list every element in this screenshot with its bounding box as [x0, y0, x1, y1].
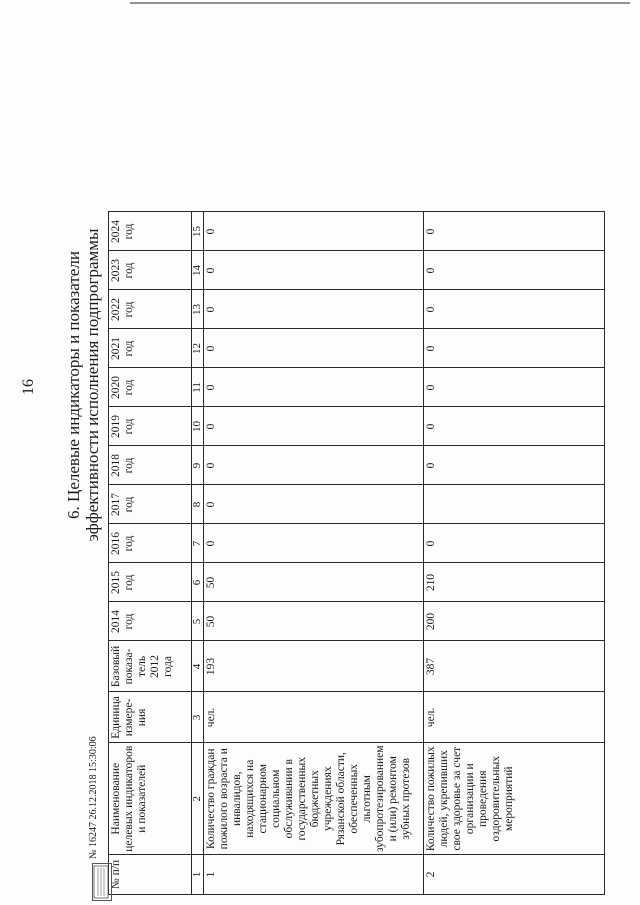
row-year-value: 0 [424, 407, 605, 446]
row-year-value: 0 [424, 290, 605, 329]
column-number: 6 [192, 563, 204, 602]
row-year-value: 0 [424, 368, 605, 407]
scan-edge-line [130, 2, 630, 4]
row-year-value: 0 [424, 524, 605, 563]
row-indicator-name: Количество граждан пожилого возраста и инвалидов, находящихся на стационарном социальном обслуживании в государственных бюджетных учреждениях Рязанской области, обеспеченных льготным зубопротезированием и (или) ремонтом зубных протезов [204, 743, 424, 855]
row-year-value: 0 [424, 212, 605, 251]
row-year-value: 0 [424, 329, 605, 368]
column-number: 11 [192, 368, 204, 407]
footer-rotated [88, 736, 640, 905]
row-year-value [424, 485, 605, 524]
header-num: № п/п [109, 855, 192, 895]
row-year-value: 0 [204, 485, 424, 524]
stamp-icon [93, 865, 109, 899]
row-base-value: 387 [424, 641, 605, 692]
column-number: 9 [192, 446, 204, 485]
row-year-value: 50 [204, 602, 424, 641]
header-year: 2021 год [109, 329, 192, 368]
column-number: 8 [192, 485, 204, 524]
header-year: 2018 год [109, 446, 192, 485]
row-year-value: 0 [424, 446, 605, 485]
registration-stamp [92, 863, 112, 901]
row-unit: чел. [204, 692, 424, 743]
row-unit: чел. [424, 692, 605, 743]
row-year-value: 0 [204, 446, 424, 485]
section-title-line-1: 6. Целевые индикаторы и показатели [64, 251, 83, 519]
column-number: 3 [192, 692, 204, 743]
row-base-value: 193 [204, 641, 424, 692]
row-year-value: 0 [204, 524, 424, 563]
column-number: 4 [192, 641, 204, 692]
header-name: Наименование целевых индикаторов и показателей [109, 743, 192, 855]
page-number: 16 [20, 379, 37, 395]
row-year-value: 0 [204, 329, 424, 368]
header-year: 2017 год [109, 485, 192, 524]
row-year-value: 0 [204, 212, 424, 251]
registration-number: № 16247 26.12.2018 15:30:06 [88, 736, 99, 859]
row-year-value: 0 [424, 251, 605, 290]
row-year-value: 0 [204, 290, 424, 329]
row-year-value: 50 [204, 563, 424, 602]
row-year-value: 210 [424, 563, 605, 602]
section-title-line-2: эффективности исполнения подпрограммы [83, 228, 102, 542]
column-number: 2 [192, 743, 204, 855]
row-year-value: 0 [204, 251, 424, 290]
row-num: 2 [424, 855, 605, 895]
header-year: 2020 год [109, 368, 192, 407]
column-number: 12 [192, 329, 204, 368]
row-indicator-name: Количество пожилых людей, укрепивших свое здоровье за счет организации и проведения оздоровительных мероприятий [424, 743, 605, 855]
header-year: 2019 год [109, 407, 192, 446]
column-number: 7 [192, 524, 204, 563]
header-year: 2023 год [109, 251, 192, 290]
column-number: 1 [192, 855, 204, 895]
section-title [64, 105, 102, 665]
header-year: 2014 год [109, 602, 192, 641]
row-year-value: 200 [424, 602, 605, 641]
header-year: 2022 год [109, 290, 192, 329]
header-year: 2016 год [109, 524, 192, 563]
column-number: 15 [192, 212, 204, 251]
column-number: 10 [192, 407, 204, 446]
row-year-value: 0 [204, 407, 424, 446]
column-number: 5 [192, 602, 204, 641]
header-year: 2024 год [109, 212, 192, 251]
row-year-value: 0 [204, 368, 424, 407]
row-num: 1 [204, 855, 424, 895]
column-number: 13 [192, 290, 204, 329]
column-number: 14 [192, 251, 204, 290]
header-year: 2015 год [109, 563, 192, 602]
header-base: Базовый показа-тель 2012 года [109, 641, 192, 692]
header-unit: Единица измере-ния [109, 692, 192, 743]
